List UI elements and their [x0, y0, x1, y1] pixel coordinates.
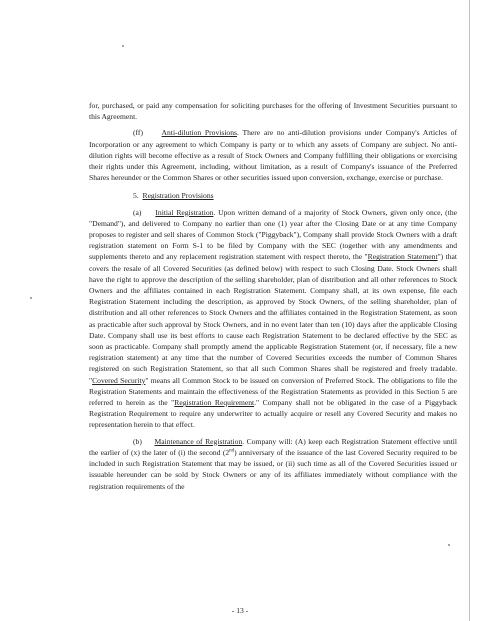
paragraph-intro: for, purchased, or paid any compensation for soliciting purchases for the offering of Investment Securities pursuant to this Agreement. — [89, 101, 457, 122]
clause-text: ) anniversary of the issuance of the last Covered Security required to be included in such Registration Statement that may be issued, or (ii) such time as all of the Covered Securities issued or issuable hereunder can be sold by Stock Owners or any of its affiliates immediately without compliance with the registration requirements of the — [89, 447, 457, 491]
document-body — [89, 100, 457, 492]
page-number: - 13 - — [231, 606, 249, 615]
defined-term: Registration Requirement — [174, 398, 255, 408]
scan-speck — [448, 544, 450, 546]
scan-speck — [122, 45, 124, 47]
clause-text: " means all Common Stock to be issued on conversion of Preferred Stock. The obligations to file the Registration Statements and maintain the effectiveness of the Registration Statements as provided in this Section 5 are referred to herein as the " — [89, 375, 457, 408]
clause-label: (ff) — [133, 128, 143, 138]
paragraph-a — [89, 207, 457, 431]
clause-text: ." Company shall not be obligated in the case of a Piggyback Registration Requirement to require any underwriter to actually acquire or resell any Covered Security and makes no representation herein to that effect. — [89, 398, 457, 430]
paragraph-b — [89, 436, 457, 492]
clause-text: ") that covers the resale of all Covered Securities (as defined below) with respect to such Closing Date. Stock Owners shall have the right to approve the description of the selling shareholder, plan of distribution and all other references to Stock Owners and the affiliates contained in each Registration Statement. Company shall, at its own expense, file each Registration Statement including the description, as approved by Stock Owners, of the selling shareholder, plan of distribution and all other references to Stock Owners and the affiliates contained in the Registration Statement, as soon as practicable after such approval by Stock Owners, and in no event later than ten (10) days after the applicable Closing Date. Company shall use its best efforts to cause each Registration Statement to be declared effective by the SEC as soon as practicable. Company shall promptly amend the applicable Registration Statement (or, if necessary, file a new registration statement) at any time that the number of Covered Securities exceeds the number of Common Shares registered on such Registration Statement, so that all such Common Shares shall be registered and freely tradable. " — [89, 252, 457, 385]
clause-label: (b) — [133, 436, 142, 446]
defined-term: Registration Statement — [367, 252, 438, 262]
scan-speck — [30, 297, 32, 299]
clause-title: Initial Registration — [155, 207, 214, 217]
clause-text: . There are no anti-dilution provisions under Company's Articles of Incorporation or any agreement to which Company is party or to which any assets of Company are subject. No anti-dilution rights will become effective as a result of Stock Owners and Company fulfilling their obligations or exercising their rights under this Agreement, including, without limitation, as a result of Company's issuance of the Preferred Shares hereunder or the Common Shares or other securities issued upon conversion, exchange, exercise or purchase. — [89, 128, 457, 183]
right-margin-rule — [469, 0, 470, 621]
section-title: Registration Provisions — [142, 191, 214, 201]
clause-title: Maintenance of Registration — [154, 436, 243, 446]
section-heading — [89, 190, 457, 201]
clause-title: Anti-dilution Provisions — [161, 128, 237, 138]
section-number: 5. — [133, 191, 139, 201]
defined-term: Covered Security — [92, 375, 146, 385]
clause-text: . Upon written demand of a majority of Stock Owners, given only once, (the "Demand"), and delivered to Company no earlier than one (1) year after the Closing Date or at any time Company proposes to register and sell shares of Common Stock ("Piggyback"), Company shall provide Stock Owners with a draft registration statement on Form S-1 to be filed by Company with the SEC (together with any amendments and supplements thereto and any replacement registration statement with respect thereto, the " — [89, 207, 457, 262]
clause-text: . Company will: (A) keep each Registration Statement effective until the earlier of (x) the later of (i) the second (2 — [89, 436, 457, 457]
ordinal-suffix: nd — [229, 448, 235, 454]
clause-label: (a) — [133, 207, 142, 217]
paragraph-ff — [89, 127, 457, 183]
